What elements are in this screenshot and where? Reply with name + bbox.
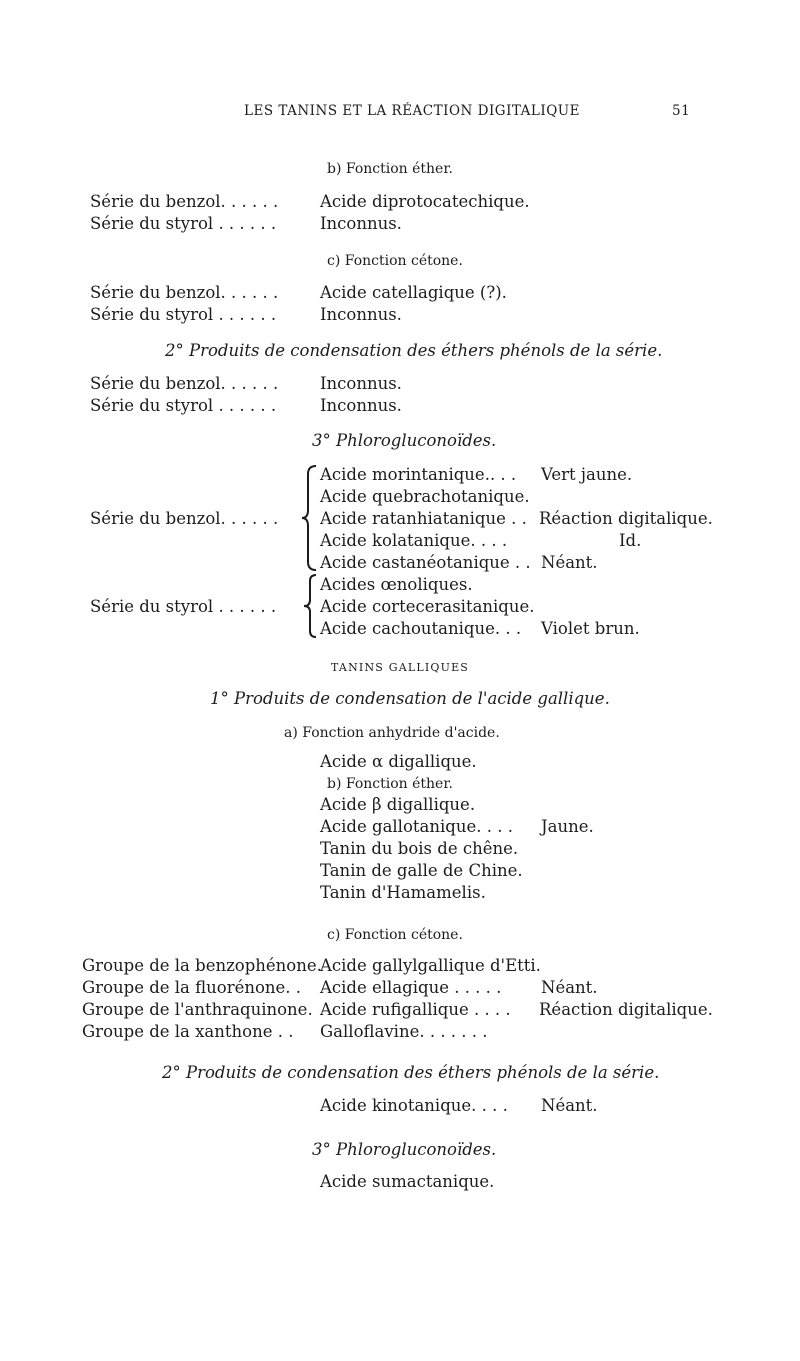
acid-name: Tanin d'Hamamelis. [320, 883, 486, 902]
acid-name: Acide morintanique.. . . [320, 465, 517, 484]
reaction-result: Id. [619, 531, 642, 550]
acid-name: Acide cachoutanique. . . [320, 619, 522, 638]
reaction-result: Violet brun. [541, 619, 640, 638]
gallic-tannins-title: TANINS GALLIQUES [331, 661, 470, 674]
group-label: Groupe de la fluorénone. . [82, 978, 302, 997]
running-header: LES TANINS ET LA RÉACTION DIGITALIQUE [244, 103, 581, 119]
acid-name: Acide catellagique (?). [320, 283, 507, 302]
acid-name: Tanin de galle de Chine. [320, 861, 523, 880]
acid-name: Inconnus. [320, 374, 402, 393]
reaction-result: Réaction digitalique. [539, 509, 713, 528]
acid-name: Acide rufigallique . . . . [320, 1000, 511, 1019]
section-heading-ether: b) Fonction éther. [327, 161, 453, 177]
acid-name: Inconnus. [320, 396, 402, 415]
series-label: Série du styrol . . . . . . [90, 597, 277, 616]
group-label: Groupe de l'anthraquinone. [82, 1000, 313, 1019]
gallic-heading-phloro: 3° Phlorogluconoïdes. [312, 1140, 497, 1159]
reaction-result: Néant. [541, 1096, 598, 1115]
brace-icon [302, 573, 318, 639]
reaction-result: Néant. [541, 978, 598, 997]
series-label: Série du benzol. . . . . . [90, 283, 279, 302]
acid-name: Acides œnoliques. [320, 575, 473, 594]
series-label: Série du styrol . . . . . . [90, 214, 277, 233]
gallic-subheading-ether: b) Fonction éther. [327, 776, 453, 792]
acid-name: Acide kolatanique. . . . [320, 531, 508, 550]
gallic-heading-ethers-phenols: 2° Produits de condensation des éthers phénols de la série. [162, 1063, 660, 1082]
acid-name: Acide sumactanique. [320, 1172, 495, 1191]
acid-name: Acide β digallique. [320, 795, 476, 814]
acid-name: Acide ellagique . . . . . [320, 978, 502, 997]
page-number: 51 [672, 103, 691, 119]
acid-name: Acide gallylgallique d'Etti. [320, 956, 541, 975]
series-label: Série du benzol. . . . . . [90, 374, 279, 393]
acid-name: Inconnus. [320, 214, 402, 233]
acid-name: Acide α digallique. [320, 752, 477, 771]
acid-name: Galloflavine. . . . . . . [320, 1022, 488, 1041]
section-heading-cetone: c) Fonction cétone. [327, 253, 463, 269]
series-label: Série du styrol . . . . . . [90, 396, 277, 415]
acid-name: Acide ratanhiatanique . . [320, 509, 527, 528]
acid-name: Acide quebrachotanique. [320, 487, 530, 506]
gallic-subheading-cetone: c) Fonction cétone. [327, 927, 463, 943]
section-heading-ethers-phenols: 2° Produits de condensation des éthers phénols de la série. [165, 341, 663, 360]
reaction-result: Vert jaune. [541, 465, 633, 484]
reaction-result: Réaction digitalique. [539, 1000, 713, 1019]
acid-name: Acide gallotanique. . . . [320, 817, 513, 836]
reaction-result: Néant. [541, 553, 598, 572]
series-label: Série du benzol. . . . . . [90, 192, 279, 211]
series-label: Série du benzol. . . . . . [90, 509, 279, 528]
group-label: Groupe de la benzophénone. [82, 956, 322, 975]
acid-name: Acide castanéotanique . . [320, 553, 531, 572]
acid-name: Inconnus. [320, 305, 402, 324]
group-label: Groupe de la xanthone . . [82, 1022, 294, 1041]
acid-name: Tanin du bois de chêne. [320, 839, 519, 858]
acid-name: Acide kinotanique. . . . [320, 1096, 508, 1115]
brace-icon [300, 464, 318, 572]
gallic-subheading-anhydride: a) Fonction anhydride d'acide. [284, 725, 500, 741]
gallic-heading-condensation: 1° Produits de condensation de l'acide gallique. [210, 689, 610, 708]
series-label: Série du styrol . . . . . . [90, 305, 277, 324]
reaction-result: Jaune. [541, 817, 594, 836]
acid-name: Acide cortecerasitanique. [320, 597, 535, 616]
section-heading-phloro: 3° Phlorogluconoïdes. [312, 431, 497, 450]
acid-name: Acide diprotocatechique. [320, 192, 530, 211]
